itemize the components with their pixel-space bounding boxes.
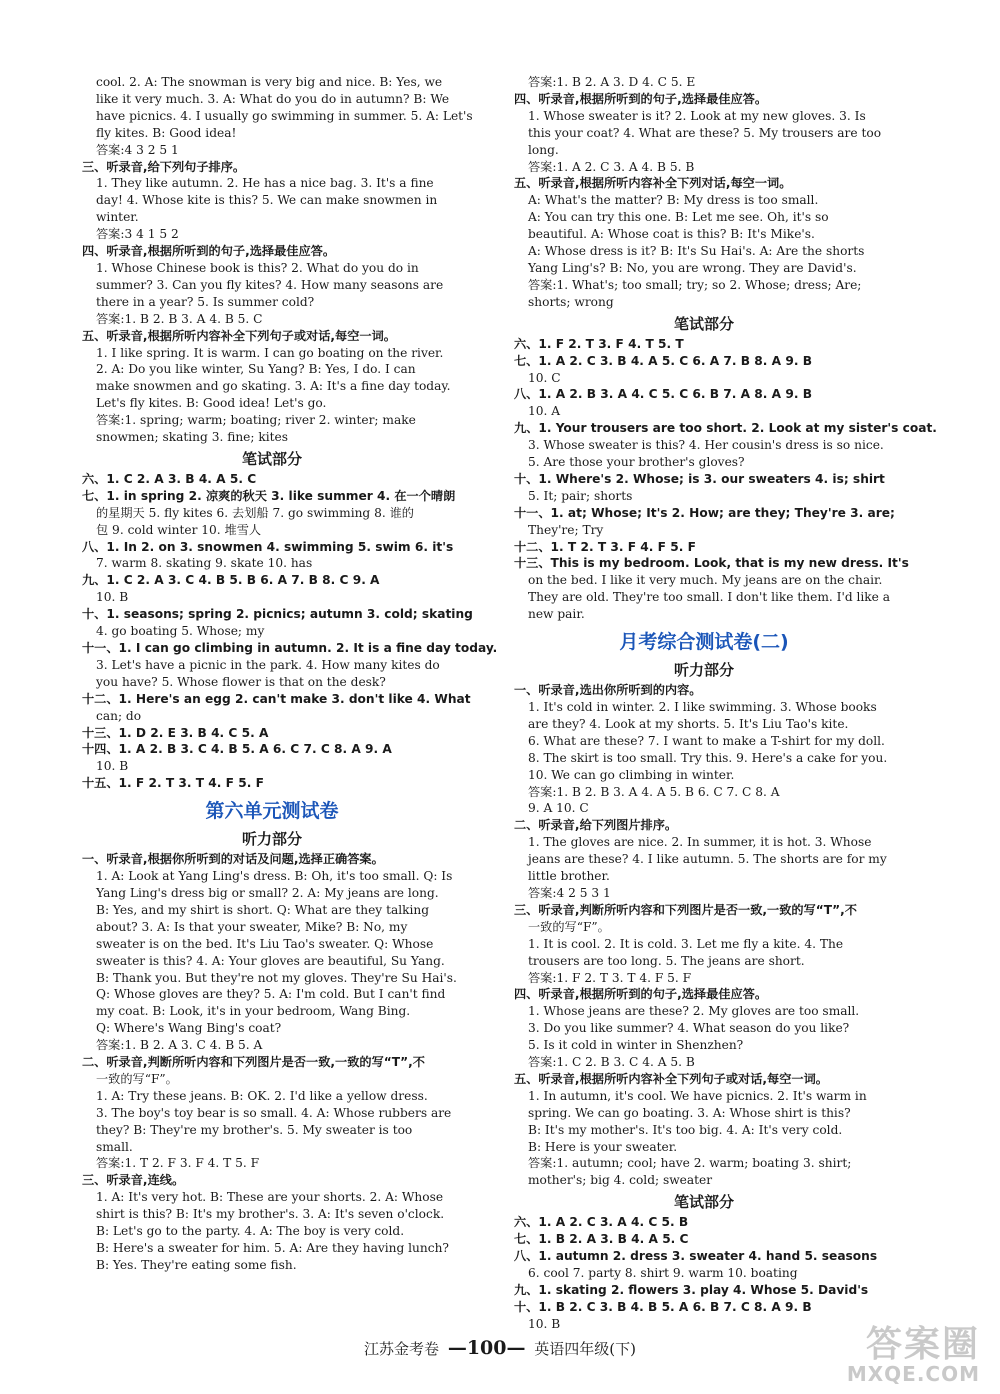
text-line: 答案:3 4 1 5 2 xyxy=(96,227,179,242)
text-line: 10. B xyxy=(96,759,129,774)
text-line: like it very much. 3. A: What do you do in autumn? B: We xyxy=(96,91,450,106)
text-line: 10. B xyxy=(96,590,129,605)
text-line: can; do xyxy=(96,708,142,723)
section-heading: 七、1. A 2. C 3. B 4. A 5. C 6. A 7. B 8. A 9. B xyxy=(514,353,812,368)
text-line: B: Yes, and my shirt is short. Q: What are they talking xyxy=(96,902,430,917)
text-line: 3. Whose sweater is this? 4. Her cousin's dress is so nice. xyxy=(528,438,884,453)
text-line: 一致的写“F”。 xyxy=(528,919,610,934)
text-line: B: Here's a sweater for him. 5. A: Are they having lunch? xyxy=(96,1241,449,1255)
text-line: A: Whose dress is it? B: It's Su Hai's. A: Are the shorts xyxy=(528,244,865,259)
watermark-logo xyxy=(816,1316,986,1386)
section-heading: 十一、1. at; Whose; It's 2. How; are they; They're 3. are; xyxy=(514,505,895,520)
text-line: 5. Is it cold in winter in Shenzhen? xyxy=(528,1038,744,1053)
text-line: A: What's the matter? B: My dress is too small. xyxy=(528,193,819,208)
text-line: 3. Do you like summer? 4. What season do you like? xyxy=(528,1021,850,1036)
text-line: spring. We can go boating. 3. A: Whose shirt is this? xyxy=(528,1105,851,1120)
text-line: 10. We can go climbing in winter. xyxy=(528,767,735,782)
text-line: 答案:1. autumn; cool; have 2. warm; boating 3. shirt; xyxy=(528,1156,852,1171)
section-heading: 八、1. In 2. on 3. snowmen 4. swimming 5. swim 6. it's xyxy=(82,539,454,554)
section-heading: 五、听录音,根据所听内容补全下列句子或对话,每空一词。 xyxy=(82,328,396,343)
part-heading: 笔试部分 xyxy=(241,449,302,468)
section-heading: 四、听录音,根据所听到的句子,选择最佳应答。 xyxy=(514,987,768,1002)
text-line: 10. A xyxy=(528,404,561,419)
book-title: 江苏金考卷 xyxy=(364,1340,440,1358)
section-heading: 十、1. Where's 2. Whose; is 3. our sweaters 4. is; shirt xyxy=(514,471,885,486)
text-line: 答案:1. B 2. A 3. C 4. B 5. A xyxy=(96,1038,263,1053)
section-heading: 八、1. A 2. B 3. A 4. C 5. C 6. B 7. A 8. A 9. B xyxy=(514,387,812,402)
section-heading: 十三、This is my bedroom. Look, that is my new dress. It's xyxy=(514,556,909,571)
text-line: there in a year? 5. Is summer cold? xyxy=(96,294,315,309)
text-line: fly kites. B: Good idea! xyxy=(96,125,237,140)
text-line: 答案:1. F 2. T 3. T 4. F 5. F xyxy=(528,970,692,985)
section-heading: 十二、1. T 2. T 3. F 4. F 5. F xyxy=(514,539,696,554)
section-heading: 七、1. in spring 2. 凉爽的秋天 3. like summer 4. 在一个晴朗 xyxy=(82,488,456,503)
text-line: 答案:1. B 2. B 3. A 4. A 5. B 6. C 7. C 8. A xyxy=(528,784,780,799)
section-heading: 三、听录音,给下列句子排序。 xyxy=(82,159,246,174)
text-line: Q: Whose gloves are they? 5. A: I'm cold. But I can't find xyxy=(96,987,446,1002)
right-column xyxy=(514,74,937,1333)
text-line: 答案:4 2 5 3 1 xyxy=(528,885,611,900)
text-line: new pair. xyxy=(528,607,585,622)
section-heading: 九、1. C 2. A 3. C 4. B 5. B 6. A 7. B 8. C 9. A xyxy=(82,573,380,588)
section-heading: 五、听录音,根据所听内容补全下列句子或对话,每空一词。 xyxy=(514,1071,828,1086)
text-line: sweater is this? 4. A: Your gloves are beautiful, Su Yang. xyxy=(96,953,445,968)
watermark-url: MXQE.COM xyxy=(846,1362,980,1386)
text-line: 8. The skirt is too small. Try this. 9. Here's a cake for you. xyxy=(528,750,888,765)
text-line: 1. A: Look at Yang Ling's dress. B: Oh, it's too small. Q: Is xyxy=(96,869,453,884)
text-line: 1. A: Try these jeans. B: OK. 2. I'd like a yellow dress. xyxy=(96,1088,428,1103)
text-line: B: Here is your sweater. xyxy=(528,1139,678,1154)
test-title: 月考综合测试卷(二) xyxy=(619,631,789,654)
text-line: 1. Whose Chinese book is this? 2. What do you do in xyxy=(96,260,419,275)
text-line: Yang Ling's? B: No, you are wrong. They are David's. xyxy=(528,260,857,275)
text-line: They are old. They're too small. I don't like them. I'd like a xyxy=(528,590,891,605)
text-line: winter. xyxy=(96,210,139,225)
text-line: small. xyxy=(96,1139,133,1154)
text-line: 答案:1. B 2. A 3. D 4. C 5. E xyxy=(528,75,696,89)
section-heading: 十、1. seasons; spring 2. picnics; autumn 3. cold; skating xyxy=(82,607,473,622)
text-line: 1. Whose sweater is it? 2. Look at my new gloves. 3. Is xyxy=(528,108,866,123)
text-line: 9. A 10. C xyxy=(528,801,589,816)
section-heading: 六、1. A 2. C 3. A 4. C 5. B xyxy=(514,1215,689,1230)
text-line: shirt is this? B: It's my brother's. 3. A: It's seven o'clock. xyxy=(96,1207,445,1222)
text-line: about? 3. A: Is that your sweater, Mike? B: No, my xyxy=(96,919,408,934)
text-line: B: Thank you. But they're not my gloves. They're Su Hai's. xyxy=(96,970,457,985)
section-heading: 十、1. B 2. C 3. B 4. B 5. A 6. B 7. C 8. A 9. B xyxy=(514,1299,812,1314)
section-heading: 七、1. B 2. A 3. B 4. A 5. C xyxy=(514,1232,689,1247)
text-line: beautiful. A: Whose coat is this? B: It's Mike's. xyxy=(528,227,815,242)
text-line: sweater is on the bed. It's Liu Tao's sweater. Q: Whose xyxy=(96,936,434,951)
text-line: 答案:1. A 2. C 3. A 4. B 5. B xyxy=(528,159,695,174)
text-line: Q: Where's Wang Bing's coat? xyxy=(96,1021,282,1036)
section-heading: 十三、1. D 2. E 3. B 4. C 5. A xyxy=(82,725,269,740)
text-line: little brother. xyxy=(528,869,610,884)
text-line: 包 9. cold winter 10. 堆雪人 xyxy=(96,522,262,537)
text-line: 3. The boy's toy bear is so small. 4. A: Whose rubbers are xyxy=(96,1105,452,1120)
grade-label: 英语四年级(下) xyxy=(534,1340,636,1358)
text-line: summer? 3. Can you fly kites? 4. How many seasons are xyxy=(96,277,444,292)
text-line: 6. What are these? 7. I want to make a T-shirt for my doll. xyxy=(528,733,885,748)
part-heading: 听力部分 xyxy=(673,661,734,680)
text-line: 1. A: It's very hot. B: These are your shorts. 2. A: Whose xyxy=(96,1190,444,1205)
text-line: 5. Are those your brother's gloves? xyxy=(528,455,745,470)
text-line: 1. The gloves are nice. 2. In summer, it is hot. 3. Whose xyxy=(528,835,872,850)
left-column xyxy=(82,74,498,1274)
text-line: snowmen; skating 3. fine; kites xyxy=(96,430,289,445)
section-heading: 四、听录音,根据所听到的句子,选择最佳应答。 xyxy=(82,244,336,259)
text-line: make snowmen and go skating. 3. A: It's a fine day today. xyxy=(96,379,451,394)
text-line: long. xyxy=(528,142,559,157)
text-line: 1. I like spring. It is warm. I can go boating on the river. xyxy=(96,345,444,360)
text-line: 1. In autumn, it's cool. We have picnics. 2. It's warm in xyxy=(528,1088,867,1103)
text-line: mother's; big 4. cold; sweater xyxy=(528,1173,713,1188)
section-heading: 六、1. F 2. T 3. F 4. T 5. T xyxy=(514,336,684,351)
section-heading: 十五、1. F 2. T 3. T 4. F 5. F xyxy=(82,776,264,791)
text-line: 10. B xyxy=(528,1316,561,1331)
section-heading: 二、听录音,给下列图片排序。 xyxy=(514,818,678,833)
text-line: 1. They like autumn. 2. He has a nice bag. 3. It's a fine xyxy=(96,176,434,191)
text-line: 6. cool 7. party 8. shirt 9. warm 10. boating xyxy=(528,1266,798,1280)
text-line: They're; Try xyxy=(528,522,604,537)
text-line: 3. Let's have a picnic in the park. 4. How many kites do xyxy=(96,657,440,672)
text-line: Let's fly kites. B: Good idea! Let's go. xyxy=(96,396,327,411)
text-line: B: It's my mother's. It's too big. 4. A: It's very cold. xyxy=(528,1122,843,1137)
text-line: A: You can try this one. B: Let me see. Oh, it's so xyxy=(528,210,829,225)
text-line: day! 4. Whose kite is this? 5. We can make snowmen in xyxy=(96,193,438,208)
section-heading: 一、听录音,选出你所听到的内容。 xyxy=(514,683,702,698)
section-heading: 五、听录音,根据所听内容补全下列对话,每空一词。 xyxy=(514,176,792,191)
section-heading: 九、1. skating 2. flowers 3. play 4. Whose 5. David's xyxy=(514,1282,869,1297)
section-heading: 十二、1. Here's an egg 2. can't make 3. don't like 4. What xyxy=(82,691,471,706)
section-heading: 十一、1. I can go climbing in autumn. 2. It is a fine day today. xyxy=(82,641,498,655)
test-title: 第六单元测试卷 xyxy=(205,800,339,823)
text-line: 一致的写“F”。 xyxy=(96,1071,178,1086)
page-number: —100— xyxy=(447,1337,526,1359)
section-heading: 三、听录音,连线。 xyxy=(82,1173,185,1188)
text-line: trousers are too long. 5. The jeans are short. xyxy=(528,953,805,968)
text-line: B: Yes. They're eating some fish. xyxy=(96,1257,297,1272)
text-line: have picnics. 4. I usually go swimming in summer. 5. A: Let's xyxy=(96,108,473,123)
section-heading: 二、听录音,判断所听内容和下列图片是否一致,一致的写“T”,不 xyxy=(82,1055,425,1070)
text-line: you have? 5. Whose flower is that on the desk? xyxy=(96,674,386,689)
text-line: 答案:4 3 2 5 1 xyxy=(96,142,179,157)
text-line: shorts; wrong xyxy=(528,294,614,309)
text-line: 1. It's cold in winter. 2. I like swimming. 3. Whose books xyxy=(528,700,877,714)
text-line: 10. C xyxy=(528,370,561,385)
text-line: this your coat? 4. What are these? 5. My trousers are too xyxy=(528,125,882,140)
section-heading: 十四、1. A 2. B 3. C 4. B 5. A 6. C 7. C 8. A 9. A xyxy=(82,742,392,757)
text-line: 1. Whose jeans are these? 2. My gloves are too small. xyxy=(528,1004,860,1019)
text-line: 7. warm 8. skating 9. skate 10. has xyxy=(96,556,313,571)
part-heading: 听力部分 xyxy=(241,830,302,849)
text-line: on the bed. I like it very much. My jeans are on the chair. xyxy=(528,573,883,588)
watermark-text: 答案圈 xyxy=(865,1324,980,1365)
text-line: 答案:1. C 2. B 3. C 4. A 5. B xyxy=(528,1055,695,1070)
section-heading: 六、1. C 2. A 3. B 4. A 5. C xyxy=(82,471,257,486)
text-line: 2. A: Do you like winter, Su Yang? B: Yes, I do. I can xyxy=(96,362,416,377)
part-heading: 笔试部分 xyxy=(673,1193,734,1212)
section-heading: 三、听录音,判断所听内容和下列图片是否一致,一致的写“T”,不 xyxy=(514,902,857,917)
text-line: 4. go boating 5. Whose; my xyxy=(96,624,265,639)
text-line: 1. It is cool. 2. It is cold. 3. Let me fly a kite. 4. The xyxy=(528,936,844,951)
section-heading: 四、听录音,根据所听到的句子,选择最佳应答。 xyxy=(514,91,768,106)
section-heading: 八、1. autumn 2. dress 3. sweater 4. hand 5. seasons xyxy=(514,1249,878,1264)
text-line: jeans are these? 4. I like autumn. 5. The shorts are for my xyxy=(528,852,887,867)
text-line: 答案:1. spring; warm; boating; river 2. winter; make xyxy=(96,413,416,428)
part-heading: 笔试部分 xyxy=(673,314,734,333)
text-line: 答案:1. B 2. B 3. A 4. B 5. C xyxy=(96,311,263,326)
text-line: 答案:1. T 2. F 3. F 4. T 5. F xyxy=(96,1156,260,1171)
text-line: 答案:1. What's; too small; try; so 2. Whose; dress; Are; xyxy=(528,277,862,292)
text-line: 的星期天 5. fly kites 6. 去划船 7. go swimming 8. 谁的 xyxy=(96,505,414,520)
text-line: B: Let's go to the party. 4. A: The boy is very cold. xyxy=(96,1224,405,1239)
text-line: they? B: They're my brother's. 5. My sweater is too xyxy=(96,1122,413,1137)
section-heading: 九、1. Your trousers are too short. 2. Look at my sister's coat. xyxy=(514,421,937,436)
text-line: are they? 4. Look at my shorts. 5. It's Liu Tao's kite. xyxy=(528,716,849,731)
section-heading: 一、听录音,根据你所听到的对话及问题,选择正确答案。 xyxy=(82,852,384,867)
text-line: 5. It; pair; shorts xyxy=(528,488,633,503)
text-line: Yang Ling's dress big or small? 2. A: My jeans are long. xyxy=(96,885,439,900)
text-line: my coat. B: Look, it's in your bedroom, Wang Bing. xyxy=(96,1004,411,1019)
text-line: cool. 2. A: The snowman is very big and nice. B: Yes, we xyxy=(96,75,443,89)
